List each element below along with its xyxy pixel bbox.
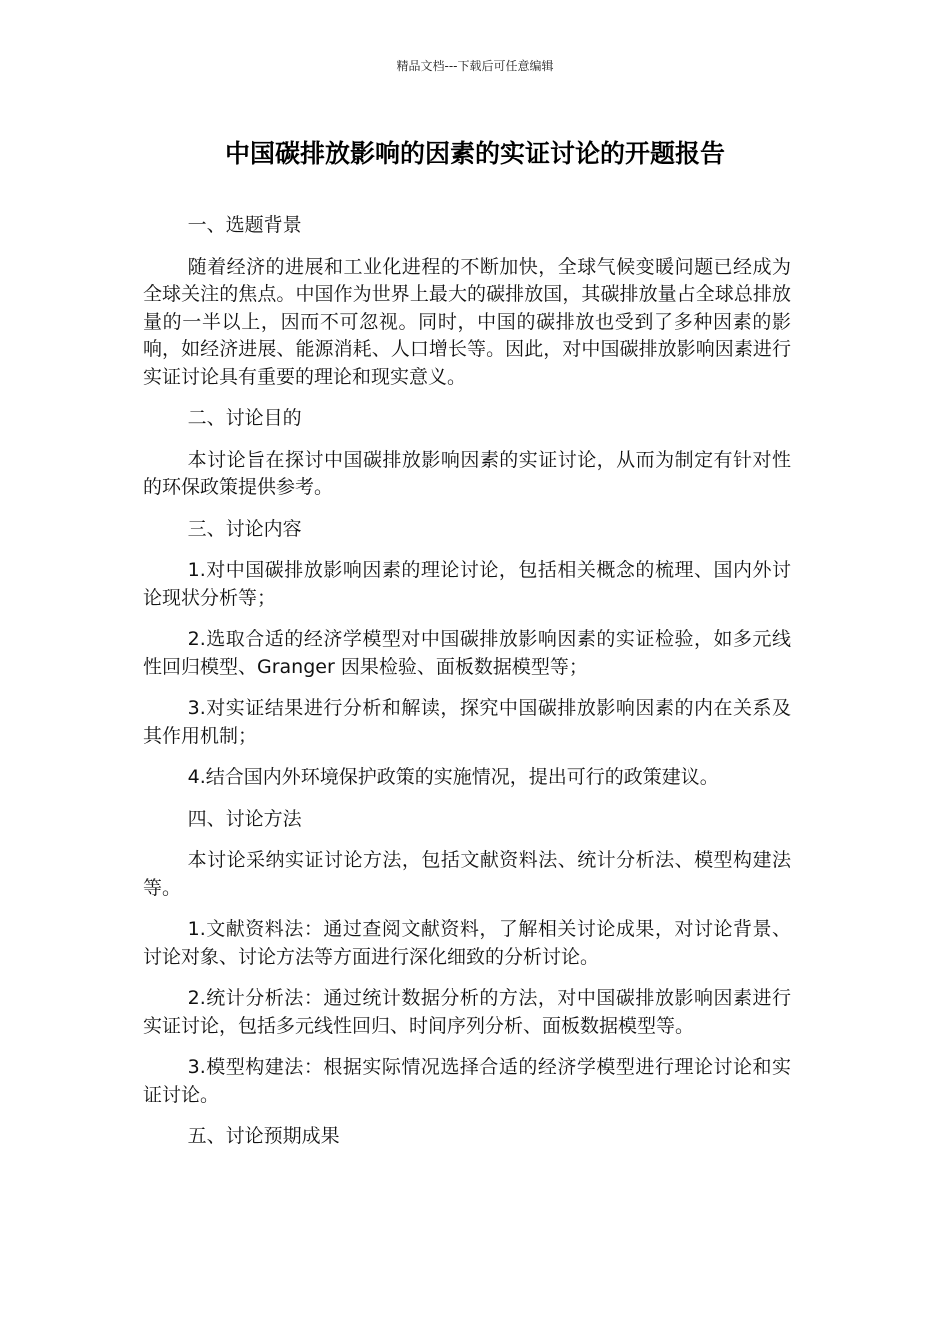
section-heading-methods: 四、讨论方法 xyxy=(187,807,302,830)
paragraph-content-2: 2.选取合适的经济学模型对中国碳排放影响因素的实证检验，如多元线性回归模型、Granger 因果检验、面板数据模型等； xyxy=(143,628,791,678)
section-heading-purpose: 二、讨论目的 xyxy=(187,407,302,429)
paragraph-methods-2: 2.统计分析法：通过统计数据分析的方法，对中国碳排放影响因素进行实证讨论，包括多元线性回归、时间序列分析、面板数据模型等。 xyxy=(143,987,791,1037)
paragraph-purpose: 本讨论旨在探讨中国碳排放影响因素的实证讨论，从而为制定有针对性的环保政策提供参考。 xyxy=(143,448,791,498)
document-body xyxy=(143,212,791,1165)
paragraph-content-4: 4.结合国内外环境保护政策的实施情况，提出可行的政策建议。 xyxy=(187,766,719,788)
header-note: 精品文档---下载后可任意编辑 xyxy=(396,59,554,73)
paragraph-content-1: 1.对中国碳排放影响因素的理论讨论，包括相关概念的梳理、国内外讨论现状分析等； xyxy=(143,559,791,609)
paragraph-methods-1: 1.文献资料法：通过查阅文献资料，了解相关讨论成果，对讨论背景、讨论对象、讨论方法等方面进行深化细致的分析讨论。 xyxy=(143,918,791,968)
paragraph-methods-3: 3.模型构建法：根据实际情况选择合适的经济学模型进行理论讨论和实证讨论。 xyxy=(143,1056,791,1106)
page-title: 中国碳排放影响的因素的实证讨论的开题报告 xyxy=(224,139,725,168)
section-heading-content: 三、讨论内容 xyxy=(187,517,302,540)
paragraph-methods-intro: 本讨论采纳实证讨论方法，包括文献资料法、统计分析法、模型构建法等。 xyxy=(143,849,791,899)
section-heading-background: 一、选题背景 xyxy=(187,214,302,236)
paragraph-content-3: 3.对实证结果进行分析和解读，探究中国碳排放影响因素的内在关系及其作用机制； xyxy=(143,697,791,747)
section-heading-outcomes: 五、讨论预期成果 xyxy=(187,1125,340,1147)
paragraph-background: 随着经济的进展和工业化进程的不断加快，全球气候变暖问题已经成为全球关注的焦点。中国作为世界上最大的碳排放国，其碳排放量占全球总排放量的一半以上，因而不可忽视。同时，中国的碳排放也受到了多种因素的影响，如经济进展、能源消耗、人口增长等。因此，对中国碳排放影响因素进行实证讨论具有重要的理论和现实意义。 xyxy=(143,255,791,388)
